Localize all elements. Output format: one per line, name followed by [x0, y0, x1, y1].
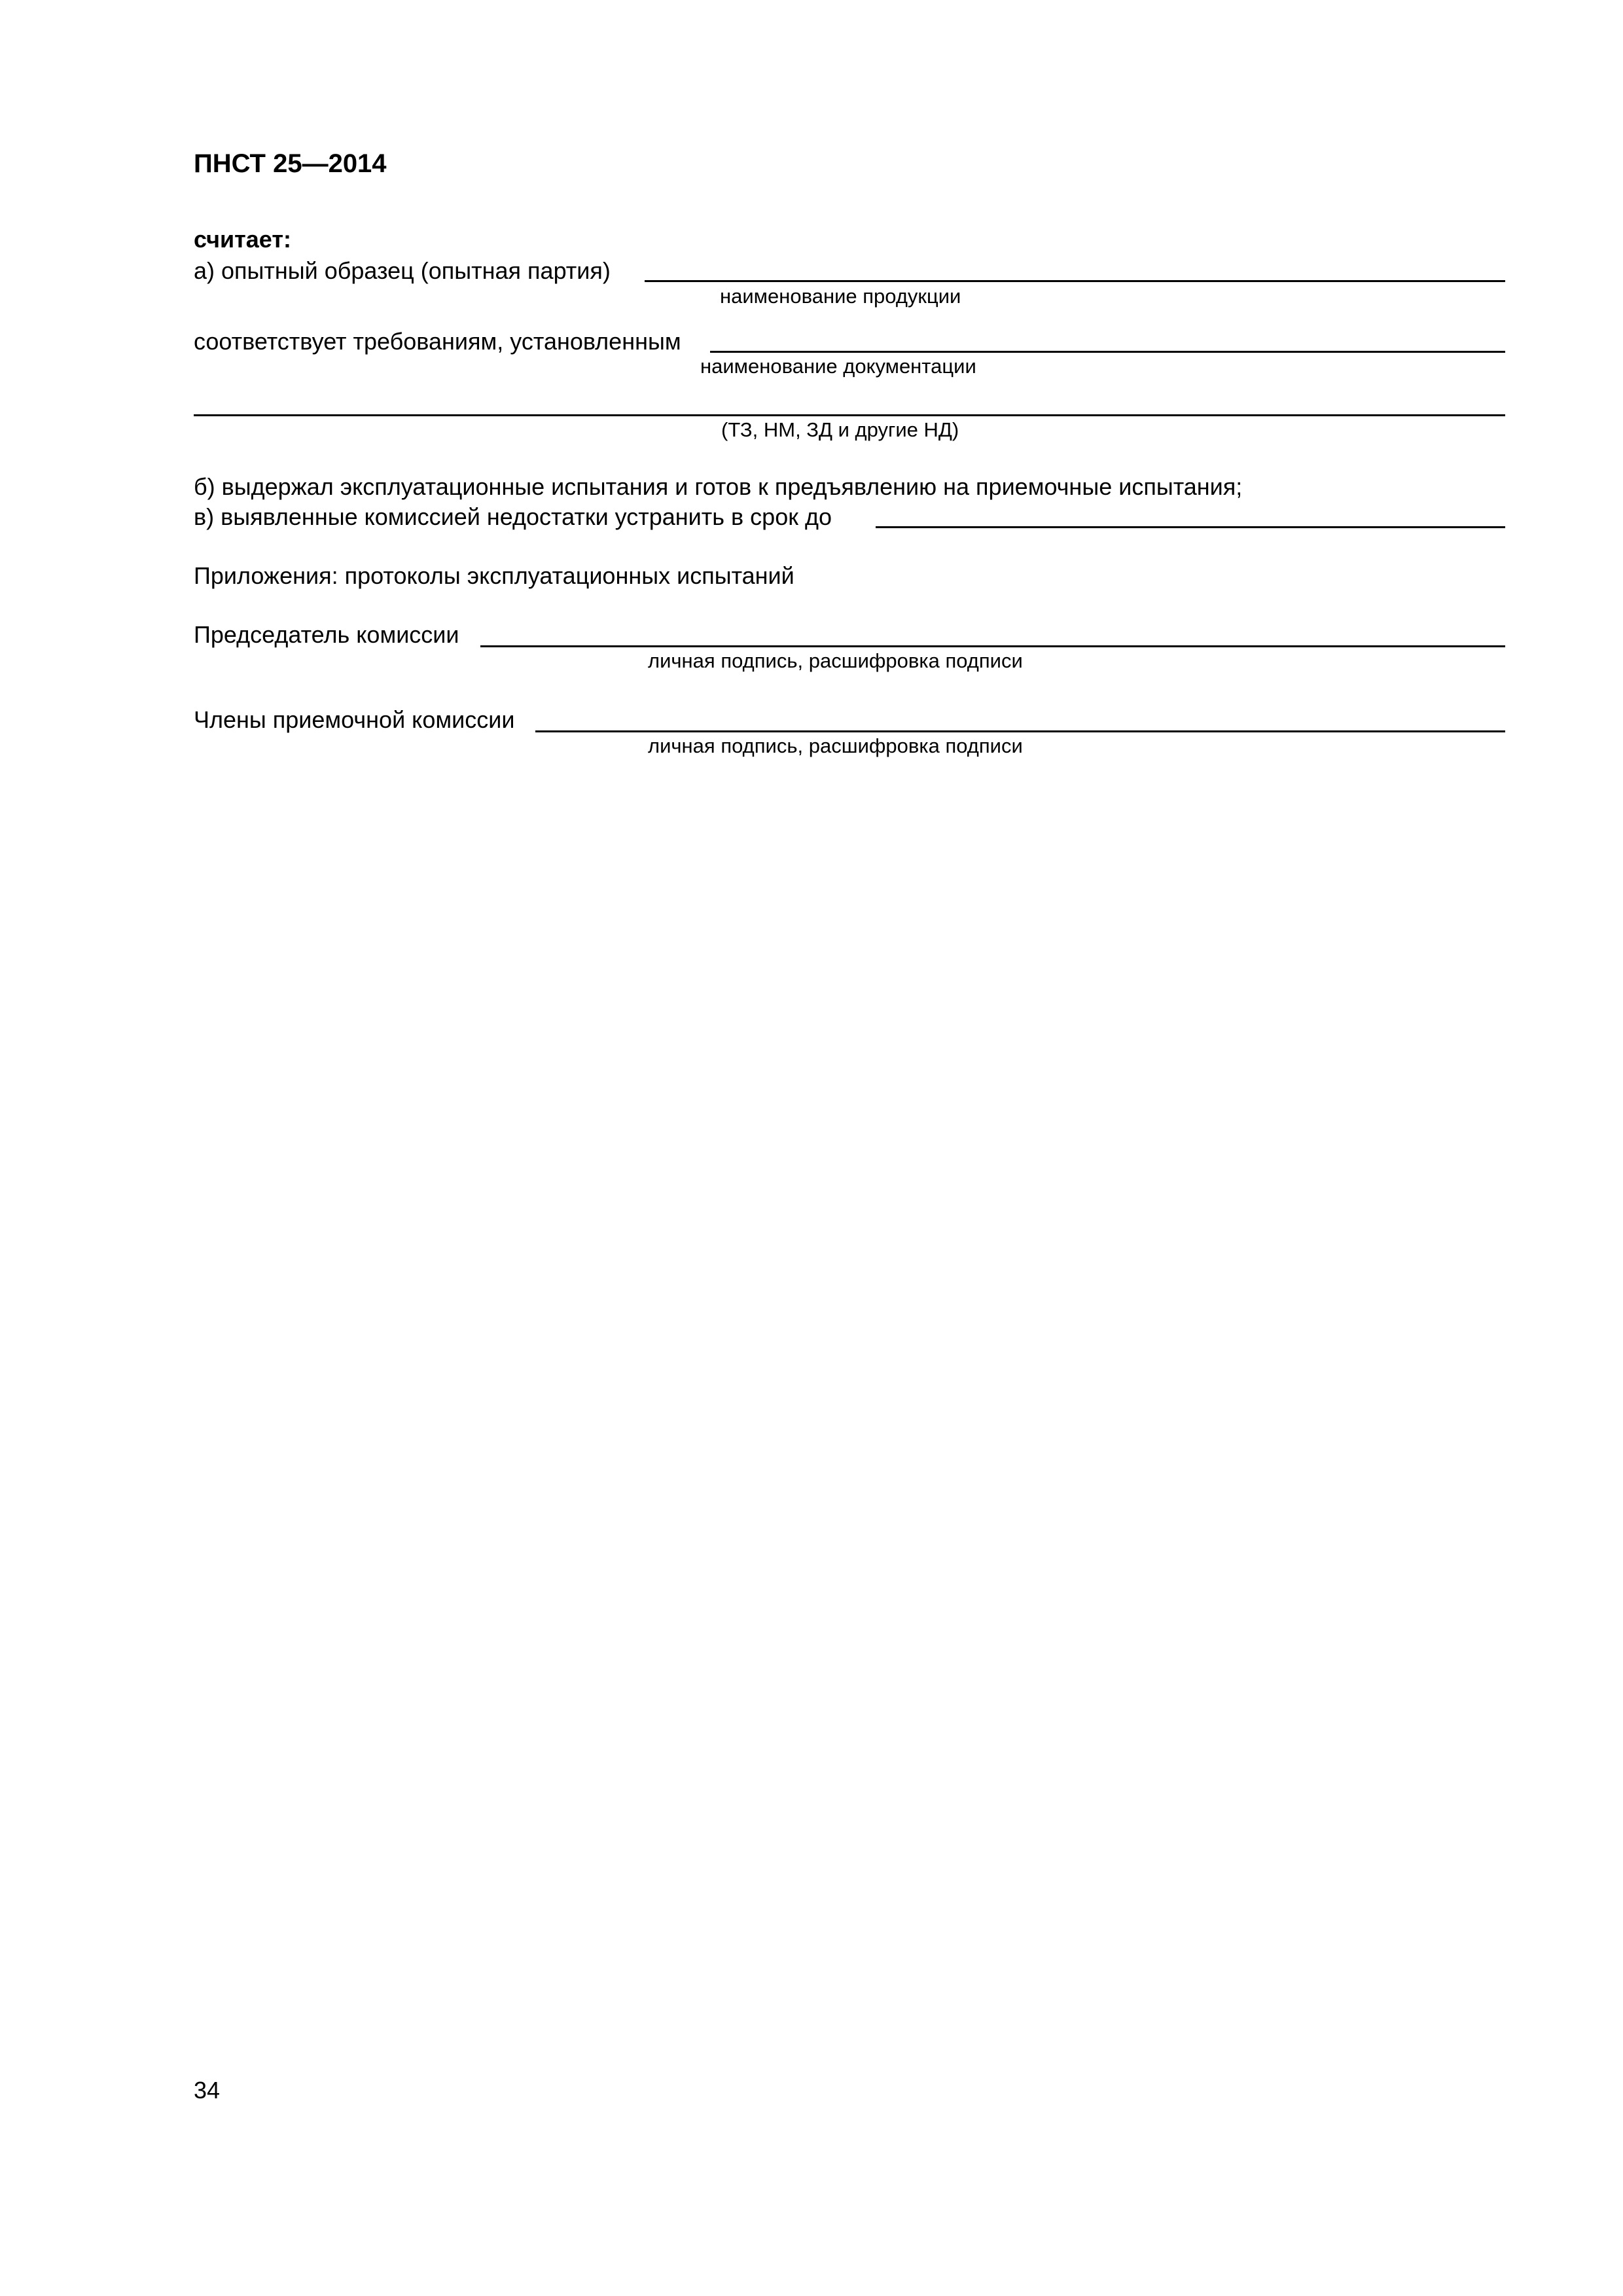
chairman-signature-line — [480, 645, 1505, 647]
item-a-caption: наименование продукции — [720, 285, 961, 308]
members-label: Члены приемочной комиссии — [194, 706, 515, 733]
considers-label: считает: — [194, 226, 291, 253]
chairman-label: Председатель комиссии — [194, 621, 459, 648]
page-number: 34 — [194, 2077, 221, 2104]
appendix-text: Приложения: протоколы эксплуатационных испытаний — [194, 562, 794, 589]
item-a-label: а) опытный образец (опытная партия) — [194, 257, 611, 284]
complies-caption: наименование документации — [700, 355, 976, 378]
chairman-caption: личная подпись, расшифровка подписи — [648, 649, 1023, 672]
item-a-fill-line — [645, 280, 1505, 282]
item-c-label: в) выявленные комиссией недостатки устранить в срок до — [194, 503, 832, 530]
document-code-header: ПНСТ 25—2014 — [194, 149, 387, 178]
members-signature-line — [535, 730, 1505, 732]
item-b-text: б) выдержал эксплуатационные испытания и готов к предъявлению на приемочные испытания; — [194, 473, 1243, 500]
item-c-fill-line — [876, 526, 1505, 528]
complies-label: соответствует требованиям, установленным — [194, 328, 681, 355]
docs-fill-line — [194, 414, 1505, 416]
members-caption: личная подпись, расшифровка подписи — [648, 734, 1023, 757]
docs-caption: (ТЗ, НМ, ЗД и другие НД) — [721, 418, 959, 441]
complies-fill-line — [710, 351, 1505, 353]
